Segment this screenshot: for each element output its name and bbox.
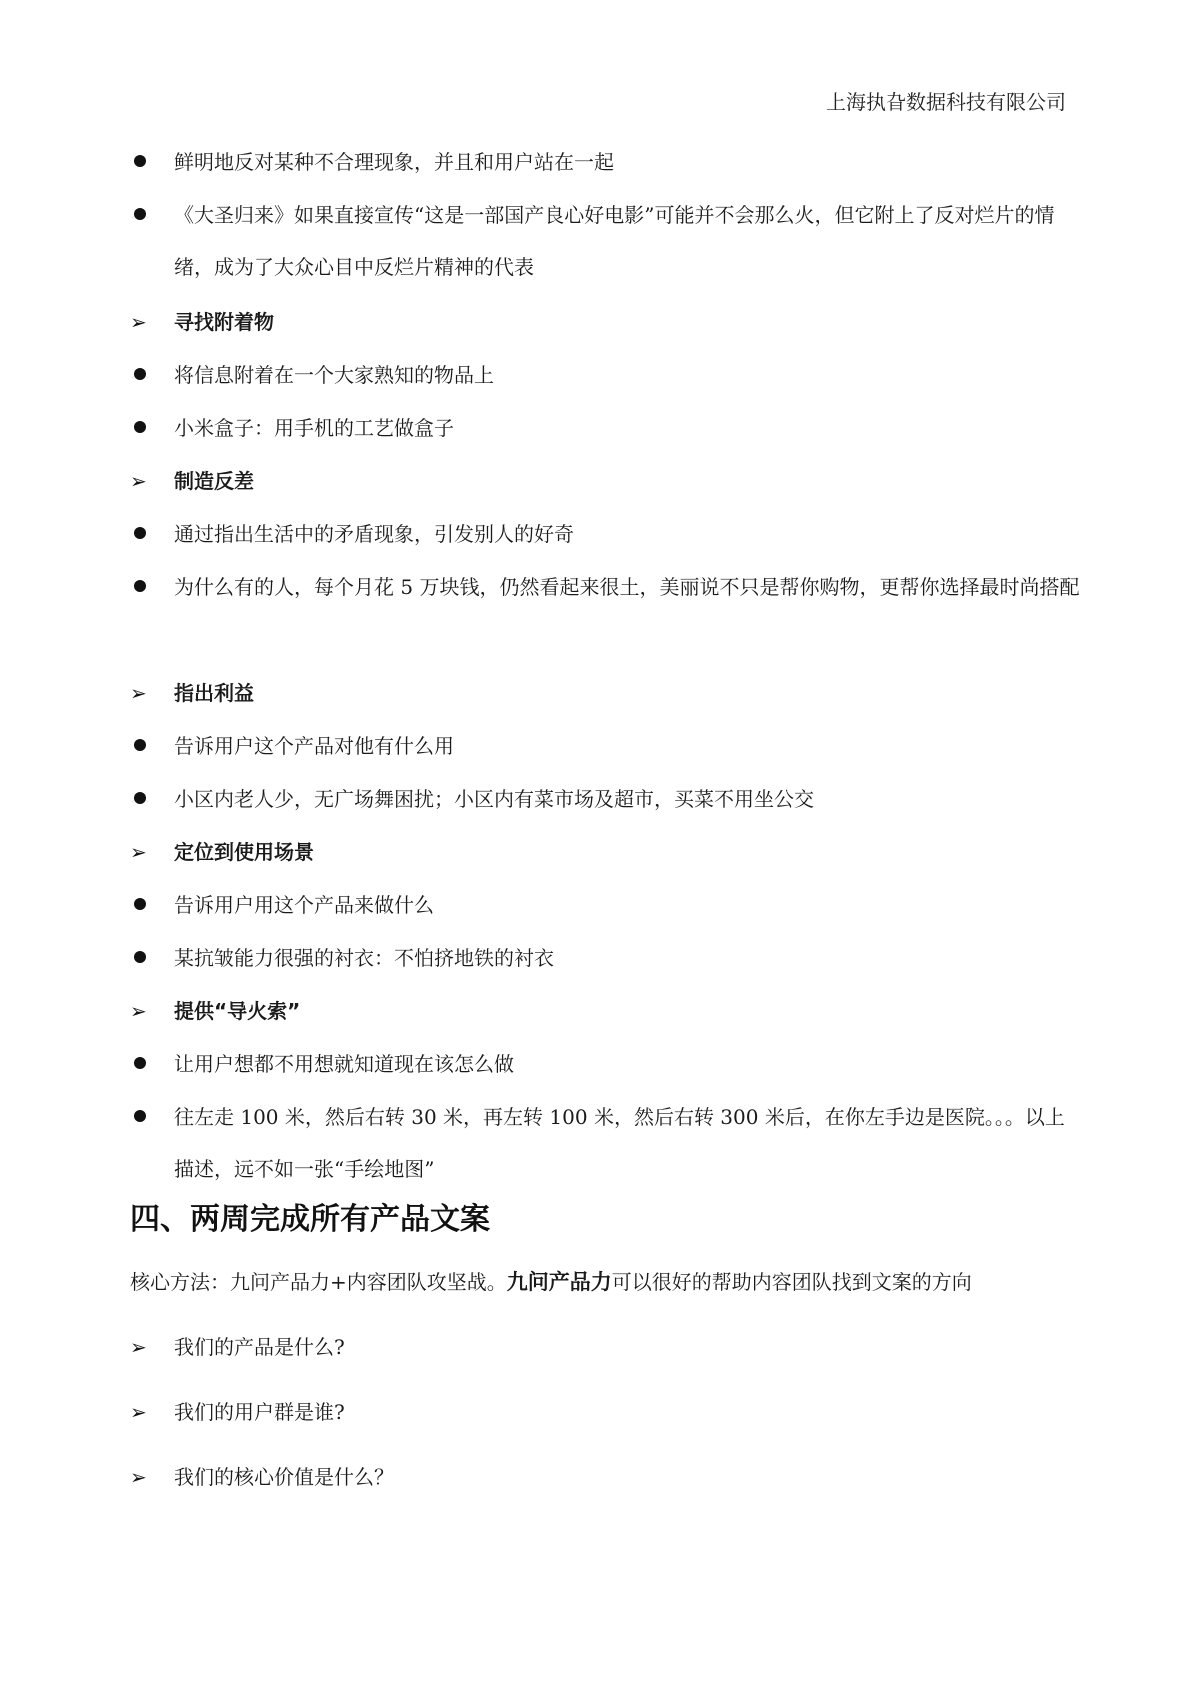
question-text: 我们的核心价值是什么？ bbox=[174, 1465, 394, 1489]
list-item-text: 告诉用户这个产品对他有什么用 bbox=[174, 734, 454, 758]
bullet-icon bbox=[134, 792, 146, 804]
bullet-icon bbox=[134, 580, 146, 592]
sub-heading-text: 寻找附着物 bbox=[174, 310, 274, 334]
bullet-icon bbox=[134, 368, 146, 380]
arrow-icon: ➢ bbox=[130, 469, 147, 493]
arrow-icon: ➢ bbox=[130, 999, 147, 1023]
arrow-icon: ➢ bbox=[130, 840, 147, 864]
list-item bbox=[130, 189, 1080, 293]
intro-prefix: 核心方法：九问产品力+内容团队攻坚战。 bbox=[130, 1270, 507, 1294]
bullet-icon bbox=[134, 527, 146, 539]
arrow-icon: ➢ bbox=[130, 310, 147, 334]
bullet-icon bbox=[134, 898, 146, 910]
bullet-icon bbox=[134, 739, 146, 751]
arrow-icon: ➢ bbox=[130, 681, 147, 705]
intro-bold: 九问产品力 bbox=[506, 1270, 612, 1294]
arrow-icon: ➢ bbox=[130, 1400, 147, 1424]
arrow-icon: ➢ bbox=[130, 1465, 147, 1489]
list-item bbox=[130, 561, 1080, 665]
sub-heading-text: 制造反差 bbox=[174, 469, 254, 493]
list-item-text: 往左走 100 米，然后右转 30 米，再左转 100 米，然后右转 300 米后，在你左手边是医院。。。以上描述，远不如一张“手绘地图” bbox=[174, 1105, 1065, 1181]
arrow-icon: ➢ bbox=[130, 1335, 147, 1359]
bullet-icon bbox=[134, 951, 146, 963]
list-item bbox=[130, 1091, 1080, 1195]
bullet-icon bbox=[134, 155, 146, 167]
list-item-text: 小米盒子：用手机的工艺做盒子 bbox=[174, 416, 454, 440]
list-item-text: 小区内老人少，无广场舞困扰；小区内有菜市场及超市，买菜不用坐公交 bbox=[174, 787, 814, 811]
bullet-icon bbox=[134, 1057, 146, 1069]
list-item-text: 为什么有的人，每个月花 5 万块钱，仍然看起来很土，美丽说不只是帮你购物，更帮你选择最时尚搭配 bbox=[174, 575, 1080, 599]
list-item-text: 鲜明地反对某种不合理现象，并且和用户站在一起 bbox=[174, 150, 614, 174]
sub-heading-text: 提供“导火索” bbox=[174, 999, 301, 1023]
section-title: 四、两周完成所有产品文案 bbox=[130, 1202, 490, 1237]
list-item-text: 通过指出生活中的矛盾现象，引发别人的好奇 bbox=[174, 522, 574, 546]
list-item-text: 某抗皱能力很强的衬衣：不怕挤地铁的衬衣 bbox=[174, 946, 554, 970]
intro-suffix: 可以很好的帮助内容团队找到文案的方向 bbox=[611, 1270, 972, 1294]
section-intro bbox=[130, 1262, 972, 1302]
bullet-icon bbox=[134, 421, 146, 433]
sub-heading-text: 指出利益 bbox=[174, 681, 254, 705]
company-header: 上海执旮数据科技有限公司 bbox=[826, 90, 1066, 114]
question-text: 我们的用户群是谁? bbox=[174, 1400, 345, 1424]
question-text: 我们的产品是什么? bbox=[174, 1335, 345, 1359]
bullet-icon bbox=[134, 1110, 146, 1122]
list-item-text: 告诉用户用这个产品来做什么 bbox=[174, 893, 434, 917]
list-item-text: 《大圣归来》如果直接宣传“这是一部国产良心好电影”可能并不会那么火，但它附上了反对烂片的情绪，成为了大众心目中反烂片精神的代表 bbox=[174, 203, 1055, 279]
bullet-icon bbox=[134, 208, 146, 220]
list-item-text: 让用户想都不用想就知道现在该怎么做 bbox=[174, 1052, 514, 1076]
list-item-text: 将信息附着在一个大家熟知的物品上 bbox=[174, 363, 494, 387]
sub-heading-text: 定位到使用场景 bbox=[174, 840, 314, 864]
